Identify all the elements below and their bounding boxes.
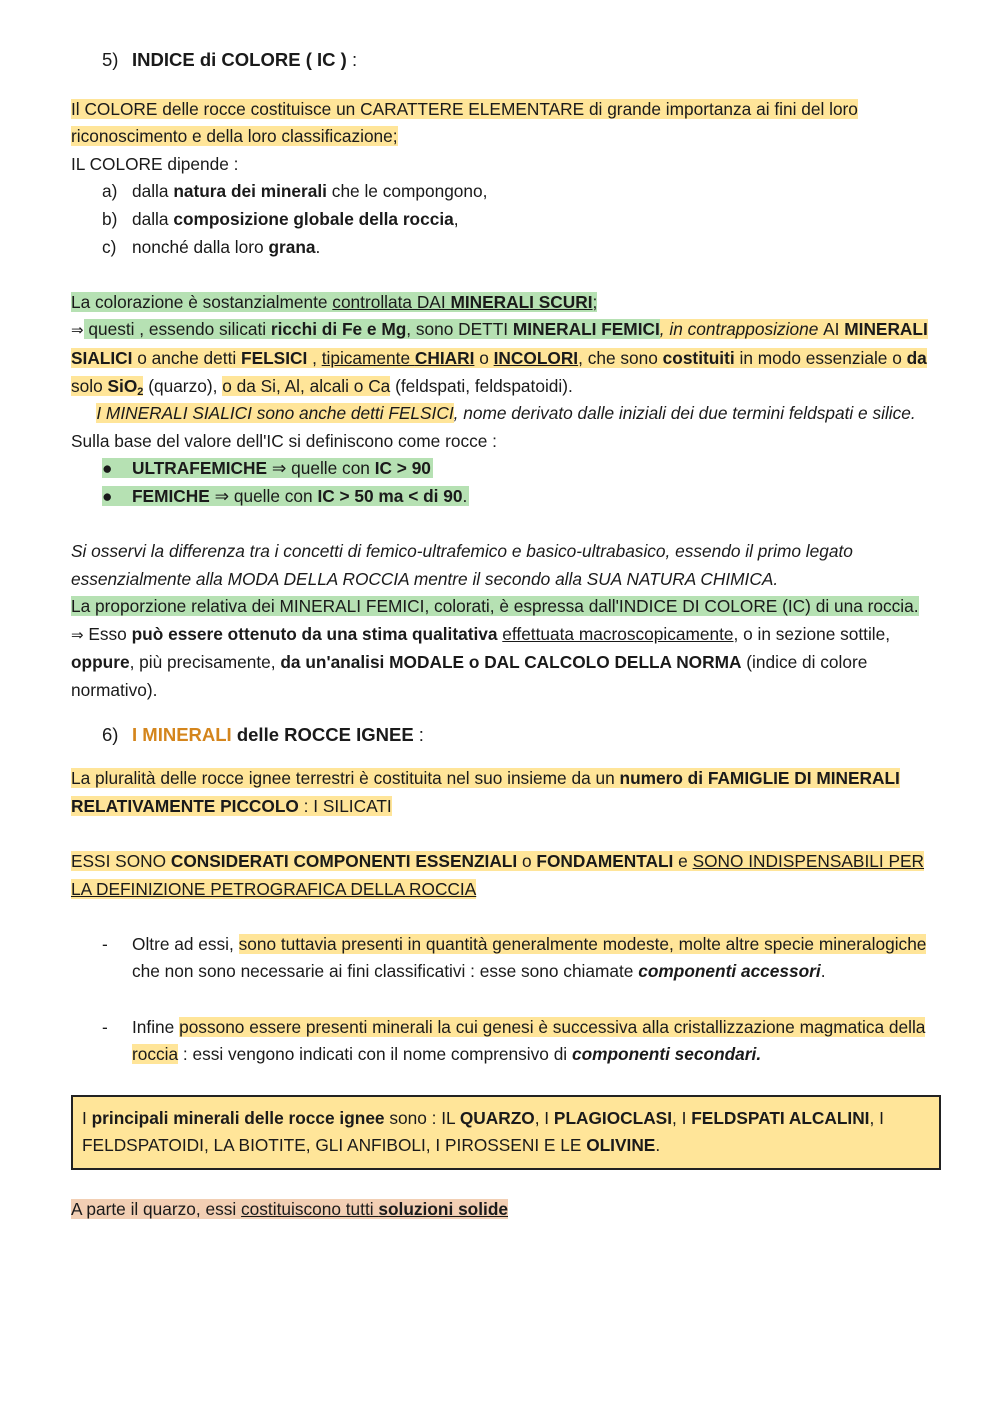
rock-types-list <box>71 455 941 510</box>
paragraph-dark-minerals: La colorazione è sostanzialmente controllata DAI MINERALI SCURI; <box>71 291 598 312</box>
document-page <box>71 44 941 1224</box>
section-title: INDICE di COLORE ( IC ) <box>132 49 347 70</box>
paragraph-essential-components: ESSI SONO CONSIDERATI COMPONENTI ESSENZIALI o FONDAMENTALI e SONO INDISPENSABILI PER LA DEFINIZIONE PETROGRAFICA DELLA ROCCIA <box>71 851 925 899</box>
dash-item-secondary: - Infine possono essere presenti minerali la cui genesi è successiva alla cristallizzazione magmatica della roccia : essi vengono indicati con il nome comprensivo di componenti secondari. <box>102 1016 926 1065</box>
list-item: a) dalla natura dei minerali che le compongono, <box>102 181 488 202</box>
list-item: ● FEMICHE ⇒ quelle con IC > 50 ma < di 90. <box>102 485 468 506</box>
list-item: c) nonché dalla loro grana. <box>102 236 321 257</box>
paragraph-color-depends: IL COLORE dipende : <box>71 153 239 174</box>
list-item: ● ULTRAFEMICHE ⇒ quelle con IC > 90 <box>102 458 431 479</box>
main-minerals-box: I principali minerali delle rocce ignee sono : IL QUARZO, I PLAGIOCLASI, I FELDSPATI ALCALINI, I FELDSPATOIDI, LA BIOTITE, GLI ANFIBOLI, I PIROSSENI E LE OLIVINE. <box>71 1095 941 1170</box>
dash-item-accessory: - Oltre ad essi, sono tuttavia presenti in quantità generalmente modeste, molte altre specie mineralogiche che non sono necessarie ai fini classificativi : esse sono chiamate componenti accessori. <box>102 933 927 982</box>
paragraph-femic-sialic: ⇒ questi , essendo silicati ricchi di Fe e Mg, sono DETTI MINERALI FEMICI, in contrapposizione AI MINERALI SIALICI o anche detti FELSICI , tipicamente CHIARI o INCOLORI, che sono costituiti in modo essenziale o da solo SiO$_2$ (quarzo), o da Si, Al, alcali o Ca (feldspati, feldspatoidi). <box>71 319 928 398</box>
paragraph-solid-solutions: A parte il quarzo, essi costituiscono tutti soluzioni solide <box>71 1198 509 1219</box>
paragraph-ic-methods: ⇒ Esso può essere ottenuto da una stima qualitativa effettuata macroscopicamente, o in sezione sottile, oppure, più precisamente, da un'analisi MODALE o DAL CALCOLO DELLA NORMA (indice di colore normativo). <box>71 623 891 701</box>
section-5-heading: 5) INDICE di COLORE ( IC ) : <box>71 46 941 74</box>
section-6-heading: 6) I MINERALI delle ROCCE IGNEE : <box>71 721 941 749</box>
section-number: 6) <box>102 723 119 745</box>
paragraph-silicates: La pluralità delle rocce ignee terrestri è costituita nel suo insieme da un numero di FAMIGLIE DI MINERALI RELATIVAMENTE PICCOLO : I SILICATI <box>71 768 900 816</box>
list-item: b) dalla composizione globale della roccia, <box>102 208 459 229</box>
paragraph-ic-definition: La proporzione relativa dei MINERALI FEMICI, colorati, è espressa dall'INDICE DI COLORE (IC) di una roccia. <box>71 596 919 617</box>
paragraph-femic-vs-basic: Si osservi la differenza tra i concetti di femico-ultrafemico e basico-ultrabasico, essendo il primo legato essenzialmente alla MODA DELLA ROCCIA mentre il secondo alla SUA NATURA CHIMICA. <box>71 541 853 589</box>
dependency-list <box>71 178 941 261</box>
paragraph-rock-types-intro: Sulla base del valore dell'IC si definiscono come rocce : <box>71 430 497 451</box>
section-number: 5) <box>102 49 119 70</box>
paragraph-felsic-note: I MINERALI SIALICI sono anche detti FELSICI, nome derivato dalle iniziali dei due termini feldspati e silice. <box>96 403 916 424</box>
paragraph-color-importance: Il COLORE delle rocce costituisce un CARATTERE ELEMENTARE di grande importanza ai fini del loro riconoscimento e della loro classificazione; <box>71 98 858 147</box>
